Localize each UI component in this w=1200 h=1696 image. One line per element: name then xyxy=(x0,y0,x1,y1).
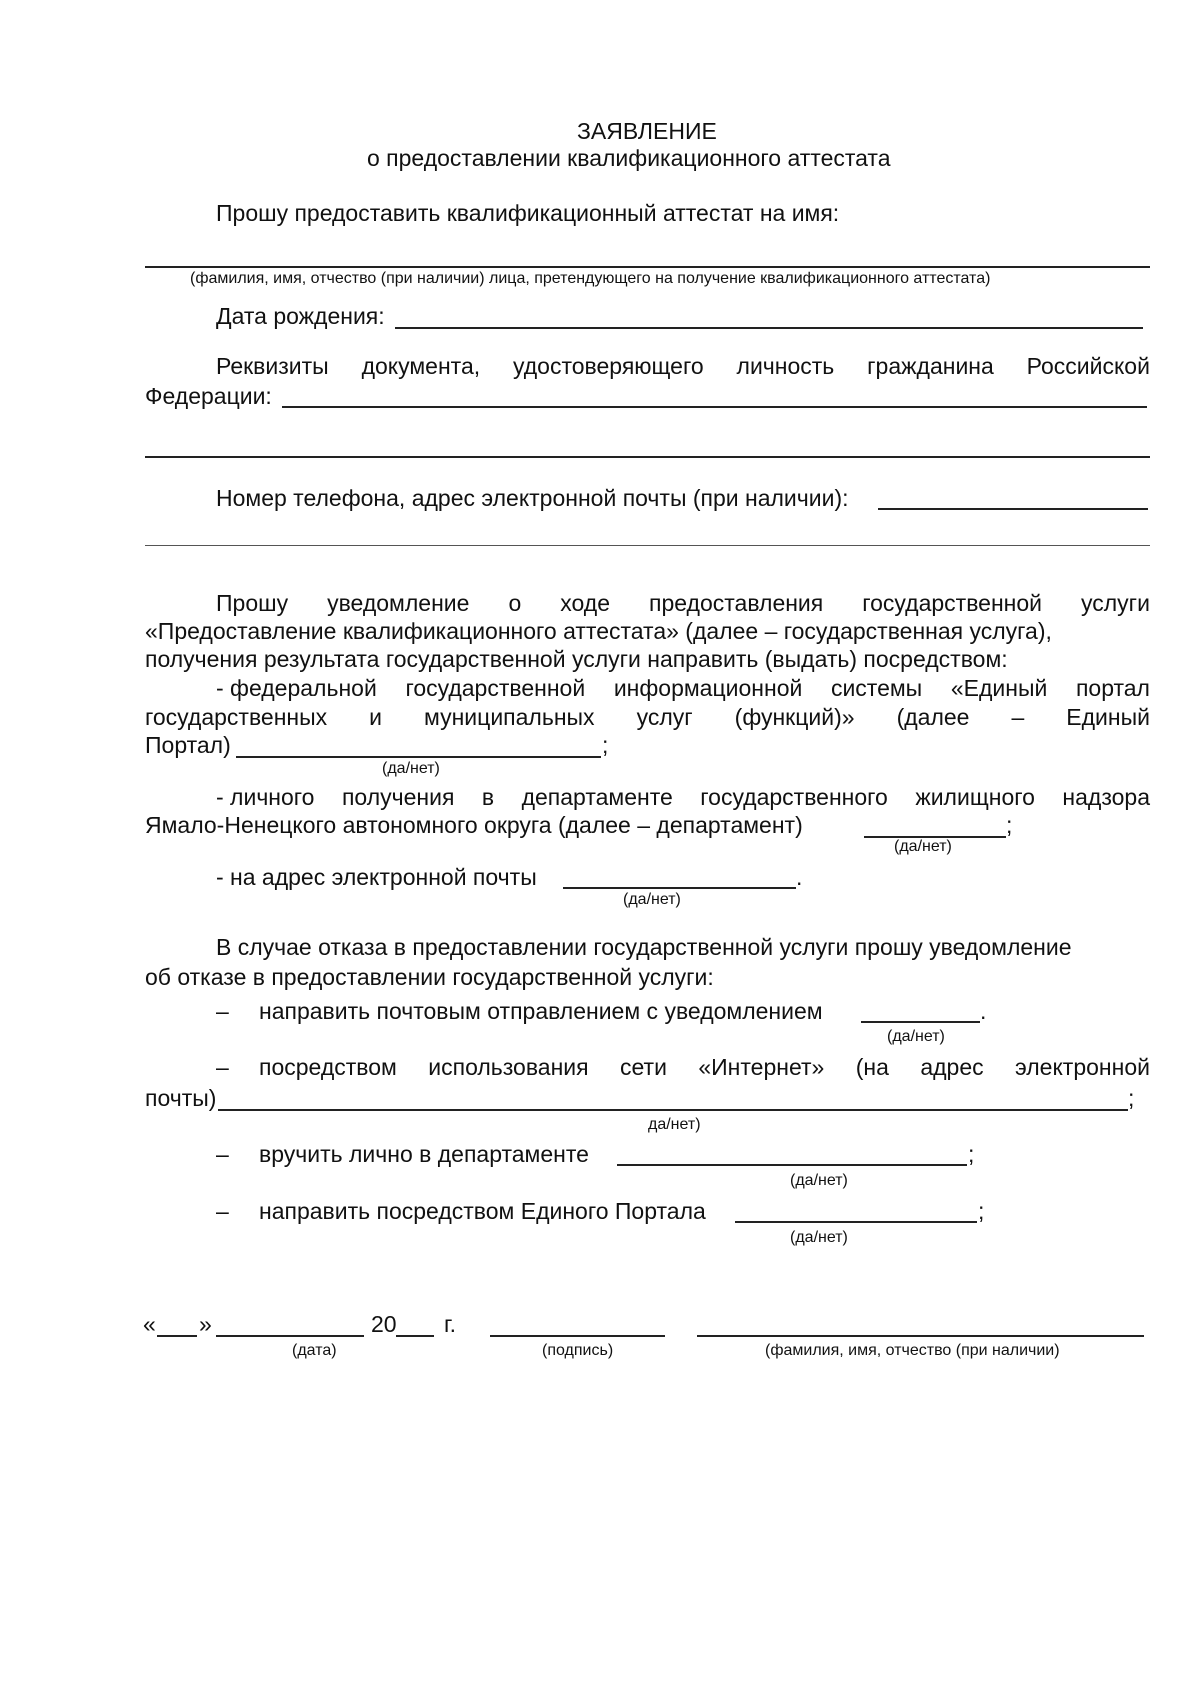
date-year-prefix: 20 xyxy=(371,1311,397,1337)
refusal-option-internet-end: ; xyxy=(1128,1085,1135,1111)
refusal-option-department-label: вручить лично в департаменте xyxy=(259,1141,589,1167)
refusal-option-department-end: ; xyxy=(968,1141,975,1167)
refusal-line1: В случае отказа в предоставлении государственной услуги прошу уведомление xyxy=(216,934,1072,960)
birth-date-field[interactable] xyxy=(395,327,1143,329)
id-document-field-1[interactable] xyxy=(282,406,1147,408)
refusal-option-portal-dash: – xyxy=(216,1198,229,1224)
signer-name-caption: (фамилия, имя, отчество (при наличии) xyxy=(765,1342,1060,1359)
notify-option-email-label: - на адрес электронной почты xyxy=(216,864,537,890)
contacts-label: Номер телефона, адрес электронной почты (при наличии): xyxy=(216,485,849,511)
notify-option-portal-end: ; xyxy=(602,732,609,758)
notify-line2: «Предоставление квалификационного аттестата» (далее – государственная услуга), xyxy=(145,618,1052,644)
date-caption: (дата) xyxy=(292,1342,337,1359)
notify-line3: получения результата государственной услуги направить (выдать) посредством: xyxy=(145,646,1008,672)
id-document-label: Федерации: xyxy=(145,383,272,409)
document-subtitle: о предоставлении квалификационного аттестата xyxy=(367,145,891,171)
notify-option-personal-end: ; xyxy=(1006,812,1013,838)
refusal-option-mail-label: направить почтовым отправлением с уведомлением xyxy=(259,998,823,1024)
refusal-option-mail-caption: (да/нет) xyxy=(887,1028,945,1045)
refusal-option-portal-end: ; xyxy=(978,1198,985,1224)
refusal-option-department-field[interactable] xyxy=(617,1164,967,1166)
notify-option-portal-line1: - федеральной государственной информационной системы «Единый портал xyxy=(216,675,1150,701)
notify-option-portal-caption: (да/нет) xyxy=(382,760,440,777)
refusal-option-internet-label: почты) xyxy=(145,1085,217,1111)
refusal-option-internet-dash: – xyxy=(216,1054,229,1080)
date-quote-open: « xyxy=(143,1311,156,1337)
refusal-option-mail-dash: – xyxy=(216,998,229,1024)
full-name-field[interactable] xyxy=(145,266,1150,268)
signature-field[interactable] xyxy=(490,1335,665,1337)
refusal-option-internet-line1: посредством использования сети «Интернет» (на адрес электронной xyxy=(259,1054,1150,1080)
full-name-caption: (фамилия, имя, отчество (при наличии) лица, претендующего на получение квалификационного аттестата) xyxy=(190,270,991,287)
refusal-line2: об отказе в предоставлении государственной услуги: xyxy=(145,964,714,990)
signer-name-field[interactable] xyxy=(697,1335,1144,1337)
id-document-line1: Реквизиты документа, удостоверяющего личность гражданина Российской xyxy=(216,353,1150,379)
contacts-field-1[interactable] xyxy=(878,508,1148,510)
notify-option-personal-label: Ямало-Ненецкого автономного округа (далее – департамент) xyxy=(145,812,803,838)
refusal-option-portal-caption: (да/нет) xyxy=(790,1229,848,1246)
date-year-field[interactable] xyxy=(396,1335,434,1337)
notify-line1: Прошу уведомление о ходе предоставления государственной услуги xyxy=(216,590,1150,616)
notify-option-portal-field[interactable] xyxy=(236,756,601,758)
notify-option-email-end: . xyxy=(796,864,803,890)
request-intro: Прошу предоставить квалификационный аттестат на имя: xyxy=(216,200,840,226)
date-quote-close: » xyxy=(199,1311,212,1337)
refusal-option-portal-field[interactable] xyxy=(735,1221,977,1223)
notify-option-personal-caption: (да/нет) xyxy=(894,838,952,855)
refusal-option-portal-label: направить посредством Единого Портала xyxy=(259,1198,706,1224)
refusal-option-department-caption: (да/нет) xyxy=(790,1172,848,1189)
birth-date-label: Дата рождения: xyxy=(216,303,385,329)
notify-option-email-field[interactable] xyxy=(563,887,796,889)
refusal-option-mail-field[interactable] xyxy=(861,1021,980,1023)
contacts-field-2[interactable] xyxy=(145,545,1150,546)
date-month-field[interactable] xyxy=(216,1335,364,1337)
notify-option-portal-label: Портал) xyxy=(145,732,231,758)
notify-option-personal-line1: - личного получения в департаменте государственного жилищного надзора xyxy=(216,784,1150,810)
refusal-option-internet-field[interactable] xyxy=(218,1109,1128,1111)
notify-option-email-caption: (да/нет) xyxy=(623,891,681,908)
date-day-field[interactable] xyxy=(157,1335,197,1337)
signature-caption: (подпись) xyxy=(542,1342,614,1359)
refusal-option-mail-end: . xyxy=(980,998,987,1024)
refusal-option-internet-caption: да/нет) xyxy=(648,1116,701,1133)
notify-option-portal-line2: государственных и муниципальных услуг (функций)» (далее – Единый xyxy=(145,704,1150,730)
document-title: ЗАЯВЛЕНИЕ xyxy=(577,118,717,144)
id-document-field-2[interactable] xyxy=(145,456,1150,458)
date-year-suffix: г. xyxy=(444,1311,456,1337)
refusal-option-department-dash: – xyxy=(216,1141,229,1167)
